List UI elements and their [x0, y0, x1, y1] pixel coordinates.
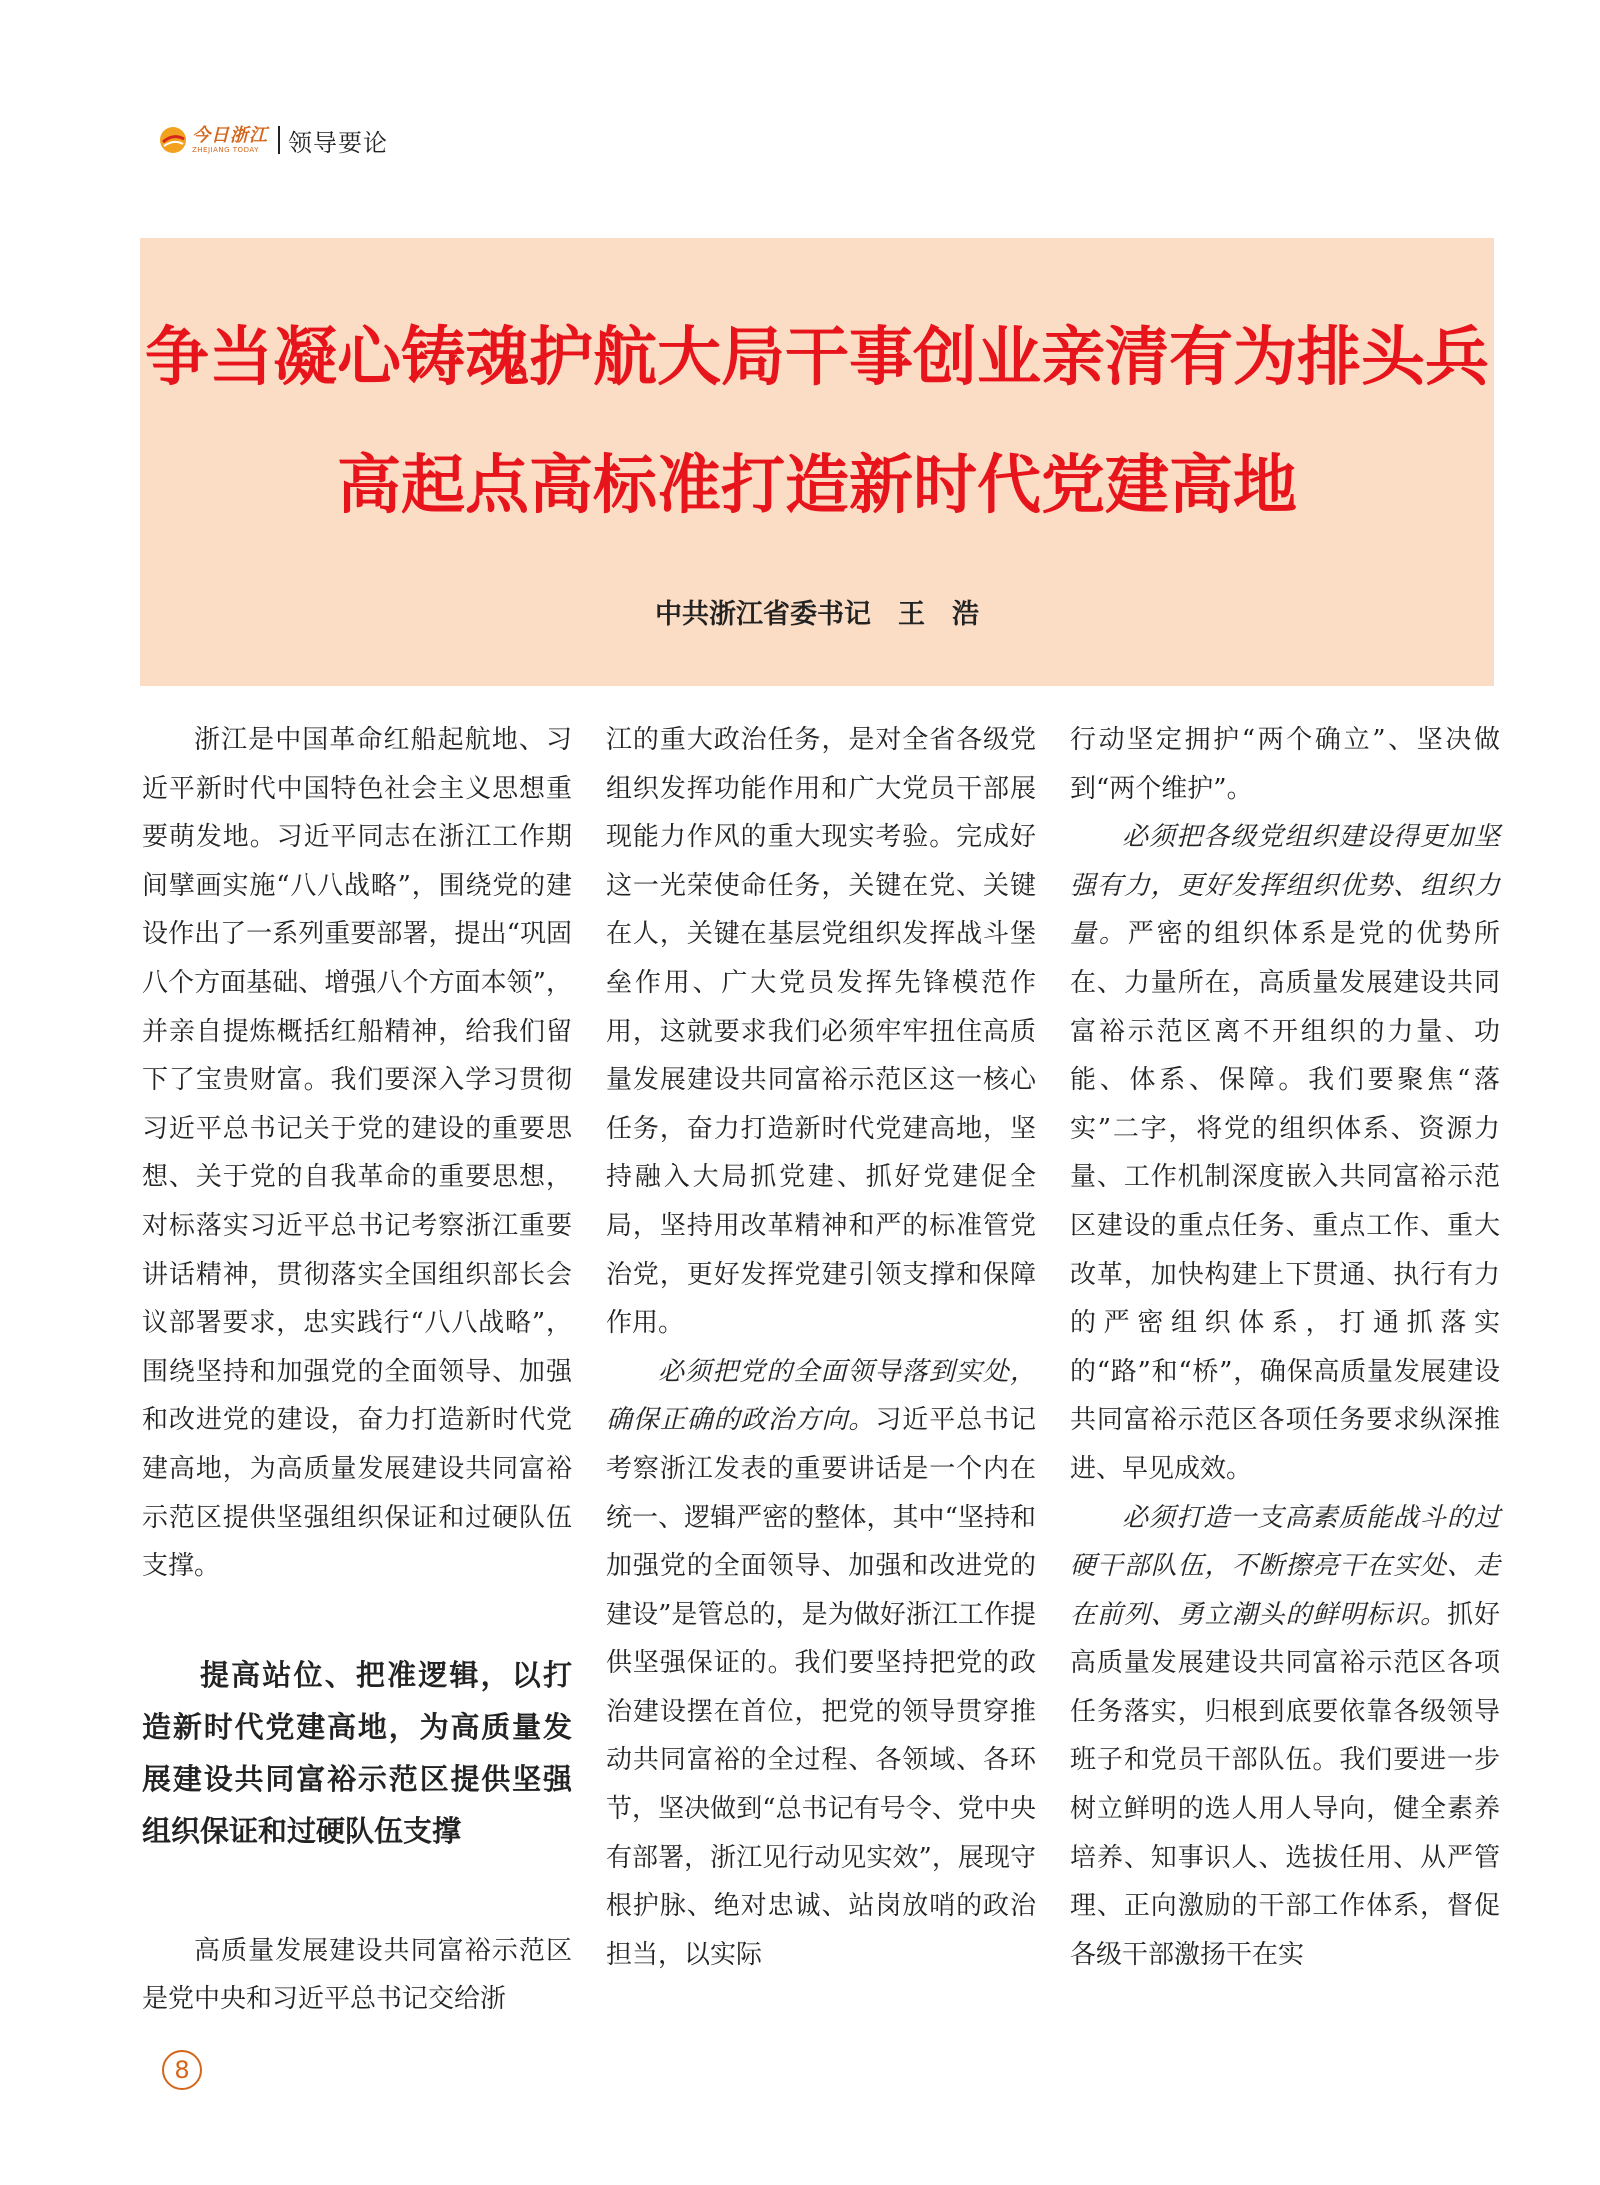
paragraph-body: 严密的组织体系是党的优势所在、力量所在，高质量发展建设共同富裕示范区离不开组织的力量、功能、体系、保障。我们要聚焦“落实”二字，将党的组织体系、资源力量、工作机制深度嵌入共同富裕示范区建设的重点任务、重点工作、重大改革，加快构建上下贯通、执行有力的严密组织体系，打通抓落实的“路”和“桥”，确保高质量发展建设共同富裕示范区各项任务要求纵深推进、早见成效。	[1070, 919, 1500, 1484]
sun-logo-icon	[158, 125, 188, 155]
article-title-line-2: 高起点高标准打造新时代党建高地	[337, 449, 1297, 523]
logo-english-name: ZHEJIANG TODAY	[192, 145, 259, 154]
page-header	[158, 120, 388, 160]
section-subheading: 提高站位、把准逻辑，以打造新时代党建高地，为高质量发展建设共同富裕示范区提供坚强组织保证和过硬队伍支撑	[142, 1657, 572, 1848]
paragraph-lead-sentence: 必须把党的全面领导落到实处，确保正确的政治方向。	[606, 1356, 1036, 1436]
header-divider	[278, 126, 280, 154]
page-number: 8	[162, 2050, 202, 2090]
logo-chinese-name: 今日浙江	[192, 124, 268, 146]
paragraph-lead-sentence: 必须把各级党组织建设得更加坚强有力，更好发挥组织优势、组织力量。	[1070, 822, 1500, 950]
paragraph: 江的重大政治任务，是对全省各级党组织发挥功能作用和广大党员干部展现能力作风的重大现实考验。完成好这一光荣使命任务，关键在党、关键在人，关键在基层党组织发挥战斗堡垒作用、广大党员发挥先锋模范作用，这就要求我们必须牢牢扭住高质量发展建设共同富裕示范区这一核心任务，奋力打造新时代党建高地，坚持融入大局抓党建、抓好党建促全局，坚持用改革精神和严的标准管党治党，更好发挥党建引领支撑和保障作用。	[606, 725, 1036, 1339]
paragraph: 高质量发展建设共同富裕示范区是党中央和习近平总书记交给浙	[142, 1935, 572, 2015]
paragraph: 行动坚定拥护“两个确立”、坚决做到“两个维护”。	[1070, 725, 1500, 804]
paragraph	[606, 1348, 1036, 1980]
paragraph	[1070, 1494, 1500, 1980]
paragraph	[1070, 813, 1500, 1493]
title-banner	[140, 238, 1494, 686]
paragraph-body: 抓好高质量发展建设共同富裕示范区各项任务落实，归根到底要依靠各级领导班子和党员干部队伍。我们要进一步树立鲜明的选人用人导向，健全素养培养、知事识人、选拔任用、从严管理、正向激励的干部工作体系，督促各级干部激扬干在实	[1070, 1599, 1500, 1970]
text-column-2	[606, 716, 1036, 1979]
text-column-1	[142, 716, 572, 2024]
paragraph: 浙江是中国革命红船起航地、习近平新时代中国特色社会主义思想重要萌发地。习近平同志在浙江工作期间擘画实施“八八战略”，围绕党的建设作出了一系列重要部署，提出“巩固八个方面基础、增强八个方面本领”，并亲自提炼概括红船精神，给我们留下了宝贵财富。我们要深入学习贯彻习近平总书记关于党的建设的重要思想、关于党的自我革命的重要思想，对标落实习近平总书记考察浙江重要讲话精神，贯彻落实全国组织部长会议部署要求，忠实践行“八八战略”，围绕坚持和加强党的全面领导、加强和改进党的建设，奋力打造新时代党建高地，为高质量发展建设共同富裕示范区提供坚强组织保证和过硬队伍支撑。	[142, 725, 572, 1582]
article-title-line-1: 争当凝心铸魂护航大局干事创业亲清有为排头兵	[145, 321, 1489, 395]
text-column-3	[1070, 716, 1500, 1979]
magazine-logo	[158, 125, 268, 155]
article-byline: 中共浙江省委书记 王 浩	[655, 599, 979, 630]
section-name: 领导要论	[288, 128, 388, 157]
paragraph-lead-sentence: 必须打造一支高素质能战斗的过硬干部队伍，不断擦亮干在实处、走在前列、勇立潮头的鲜明标识。	[1070, 1502, 1500, 1630]
paragraph-body: 习近平总书记考察浙江发表的重要讲话是一个内在统一、逻辑严密的整体，其中“坚持和加强党的全面领导、加强和改进党的建设”是管总的，是为做好浙江工作提供坚强保证的。我们要坚持把党的政治建设摆在首位，把党的领导贯穿推动共同富裕的全过程、各领域、各环节，坚决做到“总书记有号令、党中央有部署，浙江见行动见实效”，展现守根护脉、绝对忠诚、站岗放哨的政治担当，以实际	[606, 1405, 1036, 1970]
